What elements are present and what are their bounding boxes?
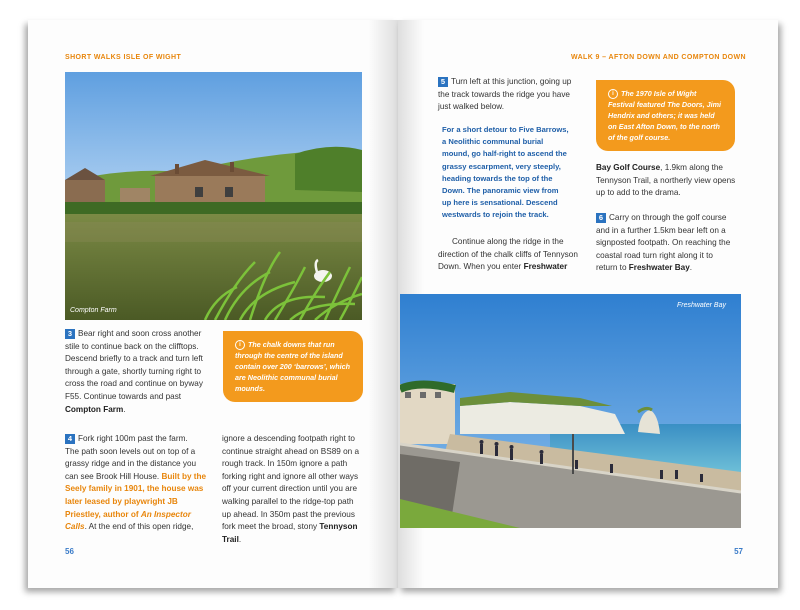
book-title: Calls <box>65 522 85 532</box>
text-line: forking right and ignore all other ways <box>222 471 359 481</box>
text-line: up to add to the drama. <box>596 188 681 198</box>
text-line: Bear right and soon cross another <box>78 329 202 338</box>
step-number: 4 <box>65 434 75 444</box>
highlight-line: Seely family in 1901, the house was <box>65 484 204 494</box>
page-number: 57 <box>734 547 743 556</box>
step-4-paragraph <box>65 433 213 534</box>
detour-line: up here is sensational. Descend <box>442 198 558 208</box>
text-line: the track towards the ridge you have <box>438 89 570 99</box>
text-line: Turn left at this junction, going up <box>451 77 572 86</box>
step-number: 5 <box>438 77 448 87</box>
text-line: through a gate, shortly turning right to <box>65 366 202 376</box>
text-line: Tennyson Trail, a northerly view opens <box>596 175 736 185</box>
page-number: 56 <box>65 547 74 556</box>
book-spread <box>28 20 788 592</box>
text-line: Continue along the ridge in the <box>452 237 564 246</box>
step-3-paragraph <box>65 328 213 416</box>
text-line: and in a further 1.5km bear left on a <box>596 225 726 235</box>
text-line: Carry on through the golf course <box>609 213 727 222</box>
callout-text: The chalk downs that run through the centre of the island contain over 200 ‘barrows’, which are Neolithic communal burial mounds. <box>235 340 351 393</box>
text-line: cross the road and continue on byway <box>65 379 203 389</box>
compton-farm-photo <box>65 72 362 320</box>
text-line: ignore a descending footpath right to <box>222 434 355 443</box>
punctuation: . <box>689 263 693 273</box>
text-line: , 1.9km along the <box>660 163 723 172</box>
right-page <box>398 20 778 588</box>
freshwater-bay-photo <box>400 294 741 528</box>
detour-line: mound, go half-right to ascend the <box>442 149 567 159</box>
step-6-paragraph <box>596 212 738 275</box>
text-line: can see Brook Hill House. <box>65 471 160 481</box>
text-line: Fork right 100m past the farm. <box>78 434 188 443</box>
photo-caption: Compton Farm <box>70 307 117 314</box>
detour-line: westwards to rejoin the track. <box>442 210 549 220</box>
left-page <box>28 20 398 588</box>
barrows-callout <box>223 331 363 402</box>
highlight-text: Built by the <box>161 471 207 481</box>
book-title: An Inspector <box>140 509 191 519</box>
text-line: fork meet the broad, stony <box>222 522 318 532</box>
text-line: coastal road turn right along it to <box>596 250 713 260</box>
step-number: 6 <box>596 213 606 223</box>
text-line: stile to continue back on the clifftops. <box>65 341 199 351</box>
place-name: Compton Farm <box>65 404 124 414</box>
running-head: SHORT WALKS ISLE OF WIGHT <box>65 54 182 61</box>
text-line: off your current direction until you are <box>222 484 358 494</box>
festival-callout <box>596 80 735 151</box>
step-number: 3 <box>65 329 75 339</box>
text-line: continue straight ahead on BS89 on a <box>222 446 360 456</box>
text-line: Down. When you enter <box>438 262 522 272</box>
detour-line: grassy escarpment, very steeply, <box>442 161 561 171</box>
place-name: Trail <box>222 534 239 544</box>
detour-line: For a short detour to Five Barrows, <box>442 125 569 134</box>
highlight-line: later leased by playwright JB <box>65 496 178 506</box>
detour-line: Down. The panoramic view from <box>442 186 559 196</box>
text-line: walking parallel to the ridge-top path <box>222 496 354 506</box>
step-5-paragraph <box>438 76 580 114</box>
detour-line: heading towards the top of the <box>442 173 553 183</box>
running-head: WALK 9 – AFTON DOWN AND COMPTON DOWN <box>570 54 746 61</box>
place-name: Freshwater <box>523 262 568 272</box>
punctuation: . <box>123 404 126 414</box>
text-line: return to <box>596 263 627 273</box>
text-line: . At the end of this open ridge, <box>84 522 194 532</box>
step-4-continued <box>222 433 374 546</box>
info-icon: i <box>608 89 618 99</box>
text-line: just walked below. <box>438 102 504 112</box>
text-line: The path soon levels out on top of a <box>65 446 196 456</box>
text-line: rough track. In 150m ignore a path <box>222 459 348 469</box>
place-name: Bay Golf Course <box>596 163 661 172</box>
text-line: F55. Continue towards and past <box>65 391 182 401</box>
continue-paragraph <box>438 236 580 274</box>
info-icon: i <box>235 340 245 350</box>
place-name: Tennyson <box>319 522 358 532</box>
photo-caption: Freshwater Bay <box>676 302 726 309</box>
golf-paragraph <box>596 162 738 200</box>
detour-line: a Neolithic communal burial <box>442 137 544 147</box>
text-line: up ahead. In 350m past the previous <box>222 509 355 519</box>
text-line: signposted footpath. On reaching the <box>596 238 731 248</box>
highlight-line: Priestley, author of <box>65 509 139 519</box>
text-line: grassy ridge and in the distance you <box>65 459 197 469</box>
text-line: direction of the chalk cliffs of Tennyson <box>438 249 578 259</box>
callout-text: The 1970 Isle of Wight Festival featured The Doors, Jimi Hendrix and others; it was held on East Afton Down, to the north of the golf course. <box>608 89 722 142</box>
five-barrows-detour <box>442 124 582 222</box>
place-name: Freshwater Bay <box>628 263 690 273</box>
text-line: Descend briefly to a track and turn left <box>65 354 203 364</box>
punctuation: . <box>238 534 242 544</box>
